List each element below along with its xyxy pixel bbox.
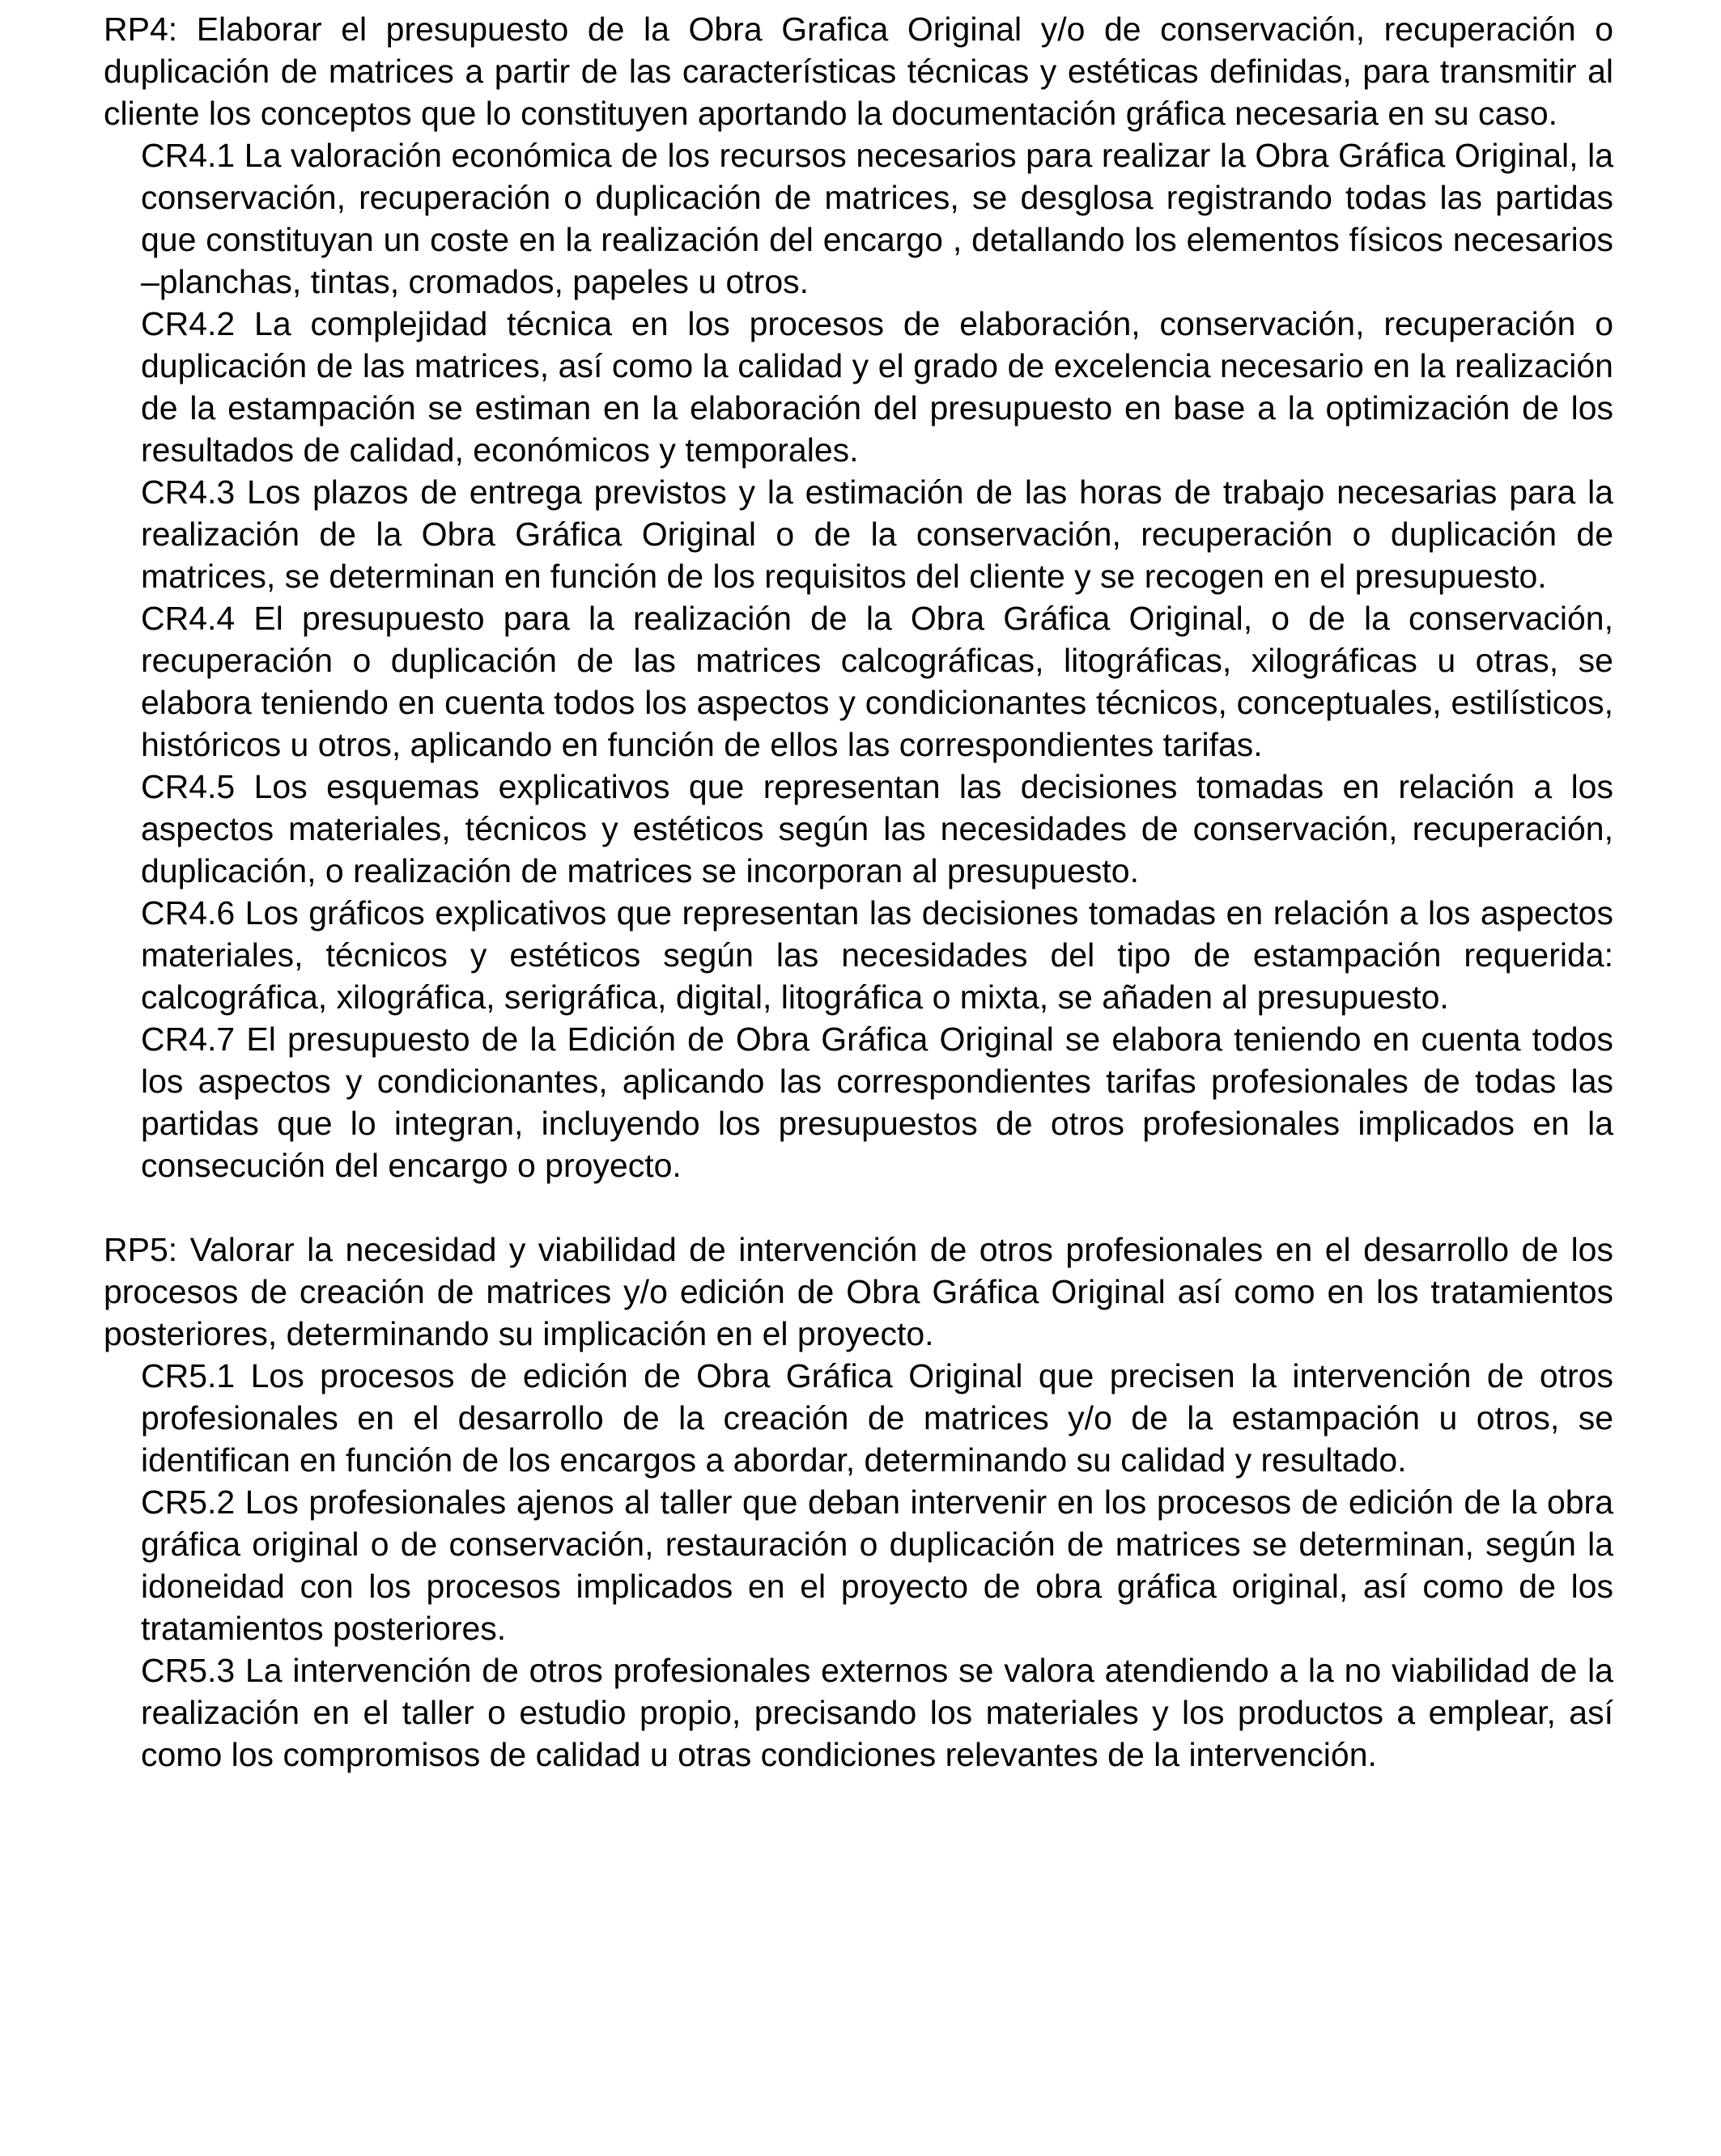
criterion-cr4-4: CR4.4 El presupuesto para la realización de la Obra Gráfica Original, o de la conservación, recuperación o duplicación de las matrices calcográficas, litográficas, xilográficas u otras, se elabora teniendo en cuenta todos los aspectos y condicionantes técnicos, conceptuales, estilísticos, históricos u otros, aplicando en función de ellos las correspondientes tarifas.	[141, 600, 1613, 763]
criterion-cr4-7: CR4.7 El presupuesto de la Edición de Obra Gráfica Original se elabora teniendo en cuenta todos los aspectos y condicionantes, aplicando las correspondientes tarifas profesionales de todas las partidas que lo integran, incluyendo los presupuestos de otros profesionales implicados en la consecución del encargo o proyecto.	[141, 1021, 1613, 1184]
criterion-cr5-2: CR5.2 Los profesionales ajenos al taller que deban intervenir en los procesos de edición de la obra gráfica original o de conservación, restauración o duplicación de matrices se determinan, según la idoneidad con los procesos implicados en el proyecto de obra gráfica original, así como de los tratamientos posteriores.	[141, 1483, 1613, 1647]
criterion-cr4-6: CR4.6 Los gráficos explicativos que representan las decisiones tomadas en relación a los aspectos materiales, técnicos y estéticos según las necesidades del tipo de estampación requerida: calcográfica, xilográfica, serigráfica, digital, litográfica o mixta, se añaden al presupuesto.	[141, 894, 1613, 1016]
criterion-cr4-2: CR4.2 La complejidad técnica en los procesos de elaboración, conservación, recuperación o duplicación de las matrices, así como la calidad y el grado de excelencia necesario en la realización de la estampación se estiman en la elaboración del presupuesto en base a la optimización de los resultados de calidad, económicos y temporales.	[141, 305, 1613, 469]
paragraph-rp4: RP4: Elaborar el presupuesto de la Obra Grafica Original y/o de conservación, recuperación o duplicación de matrices a partir de las características técnicas y estéticas definidas, para transmitir al cliente los conceptos que lo constituyen aportando la documentación gráfica necesaria en su caso.	[104, 11, 1613, 132]
criterion-cr5-1: CR5.1 Los procesos de edición de Obra Gráfica Original que precisen la intervención de otros profesionales en el desarrollo de la creación de matrices y/o de la estampación u otros, se identifican en función de los encargos a abordar, determinando su calidad y resultado.	[141, 1357, 1613, 1479]
criterion-cr4-3: CR4.3 Los plazos de entrega previstos y la estimación de las horas de trabajo necesarias para la realización de la Obra Gráfica Original o de la conservación, recuperación o duplicación de matrices, se determinan en función de los requisitos del cliente y se recogen en el presupuesto.	[141, 473, 1613, 595]
paragraph-rp5: RP5: Valorar la necesidad y viabilidad de intervención de otros profesionales en el desarrollo de los procesos de creación de matrices y/o edición de Obra Gráfica Original así como en los tratamientos posteriores, determinando su implicación en el proyecto.	[104, 1231, 1613, 1352]
criterion-cr4-5: CR4.5 Los esquemas explicativos que representan las decisiones tomadas en relación a los aspectos materiales, técnicos y estéticos según las necesidades de conservación, recuperación, duplicación, o realización de matrices se incorporan al presupuesto.	[141, 768, 1613, 889]
criterion-cr4-1: CR4.1 La valoración económica de los recursos necesarios para realizar la Obra Gráfica Original, la conservación, recuperación o duplicación de matrices, se desglosa registrando todas las partidas que constituyan un coste en la realización del encargo , detallando los elementos físicos necesarios –planchas, tintas, cromados, papeles u otros.	[141, 137, 1613, 300]
criterion-cr5-3: CR5.3 La intervención de otros profesionales externos se valora atendiendo a la no viabilidad de la realización en el taller o estudio propio, precisando los materiales y los productos a emplear, así como los compromisos de calidad u otras condiciones relevantes de la intervención.	[141, 1652, 1613, 1773]
